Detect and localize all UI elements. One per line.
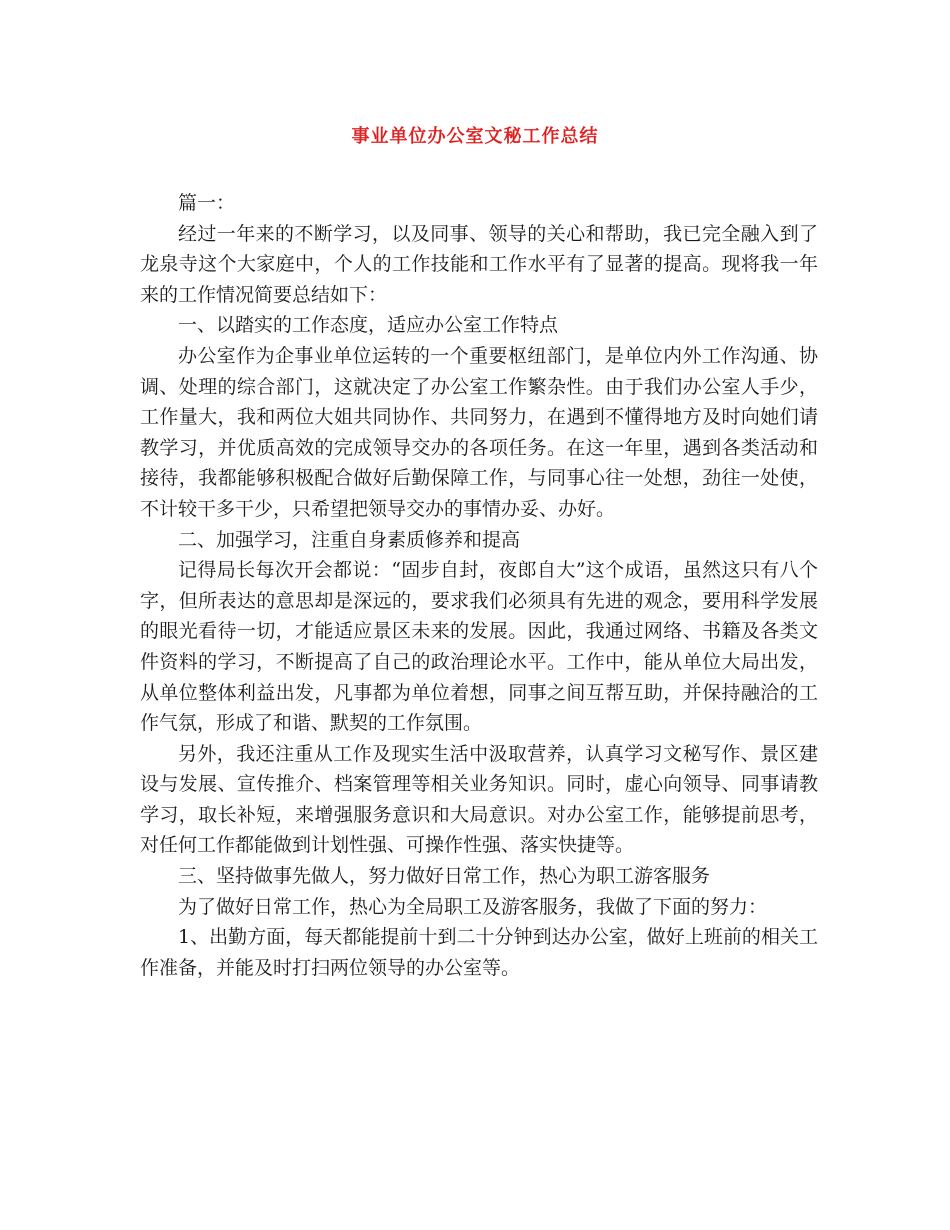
- document-title: 事业单位办公室文秘工作总结: [351, 126, 599, 147]
- section-label: 篇一：: [178, 192, 236, 214]
- intro-paragraph: 经过一年来的不断学习，以及同事、领导的关心和帮助，我已完全融入到了龙泉寺这个大家庭中，个人的工作技能和工作水平有了显著的提高。现将我一年来的工作情况简要总结如下：: [140, 222, 818, 306]
- heading-three: 三、坚持做事先做人，努力做好日常工作，热心为职工游客服务: [178, 865, 711, 888]
- list-item: 1、出勤方面，每天都能提前十到二十分钟到达办公室，做好上班前的相关工作准备，并能及时打扫两位领导的办公室等。: [140, 926, 818, 979]
- heading-one: 一、以踏实的工作态度，适应办公室工作特点: [178, 314, 559, 337]
- paragraph: 另外，我还注重从工作及现实生活中汲取营养，认真学习文秘写作、景区建设与发展、宣传推介、档案管理等相关业务知识。同时，虚心向领导、同事请教学习，取长补短，来增强服务意识和大局意识。对办公室工作，能够提前思考，对任何工作都能做到计划性强、可操作性强、落实快捷等。: [140, 742, 818, 857]
- paragraph: 为了做好日常工作，热心为全局职工及游客服务，我做了下面的努力：: [178, 895, 768, 918]
- heading-two: 二、加强学习，注重自身素质修养和提高: [178, 528, 521, 551]
- document-body: [140, 188, 818, 983]
- paragraph: 记得局长每次开会都说：“固步自封，夜郎自大”这个成语，虽然这只有八个字，但所表达的意思却是深远的，要求我们必须具有先进的观念，要用科学发展的眼光看待一切，才能适应景区未来的发展。因此，我通过网络、书籍及各类文件资料的学习，不断提高了自己的政治理论水平。工作中，能从单位大局出发，从单位整体利益出发，凡事都为单位着想，同事之间互帮互助，并保持融洽的工作气氛，形成了和谐、默契的工作氛围。: [140, 559, 818, 735]
- paragraph: 办公室作为企事业单位运转的一个重要枢纽部门，是单位内外工作沟通、协调、处理的综合部门，这就决定了办公室工作繁杂性。由于我们办公室人手少，工作量大，我和两位大姐共同协作、共同努力，在遇到不懂得地方及时向她们请教学习，并优质高效的完成领导交办的各项任务。在这一年里，遇到各类活动和接待，我都能够积极配合做好后勤保障工作，与同事心往一处想，劲往一处使，不计较干多干少，只希望把领导交办的事情办妥、办好。: [140, 344, 818, 520]
